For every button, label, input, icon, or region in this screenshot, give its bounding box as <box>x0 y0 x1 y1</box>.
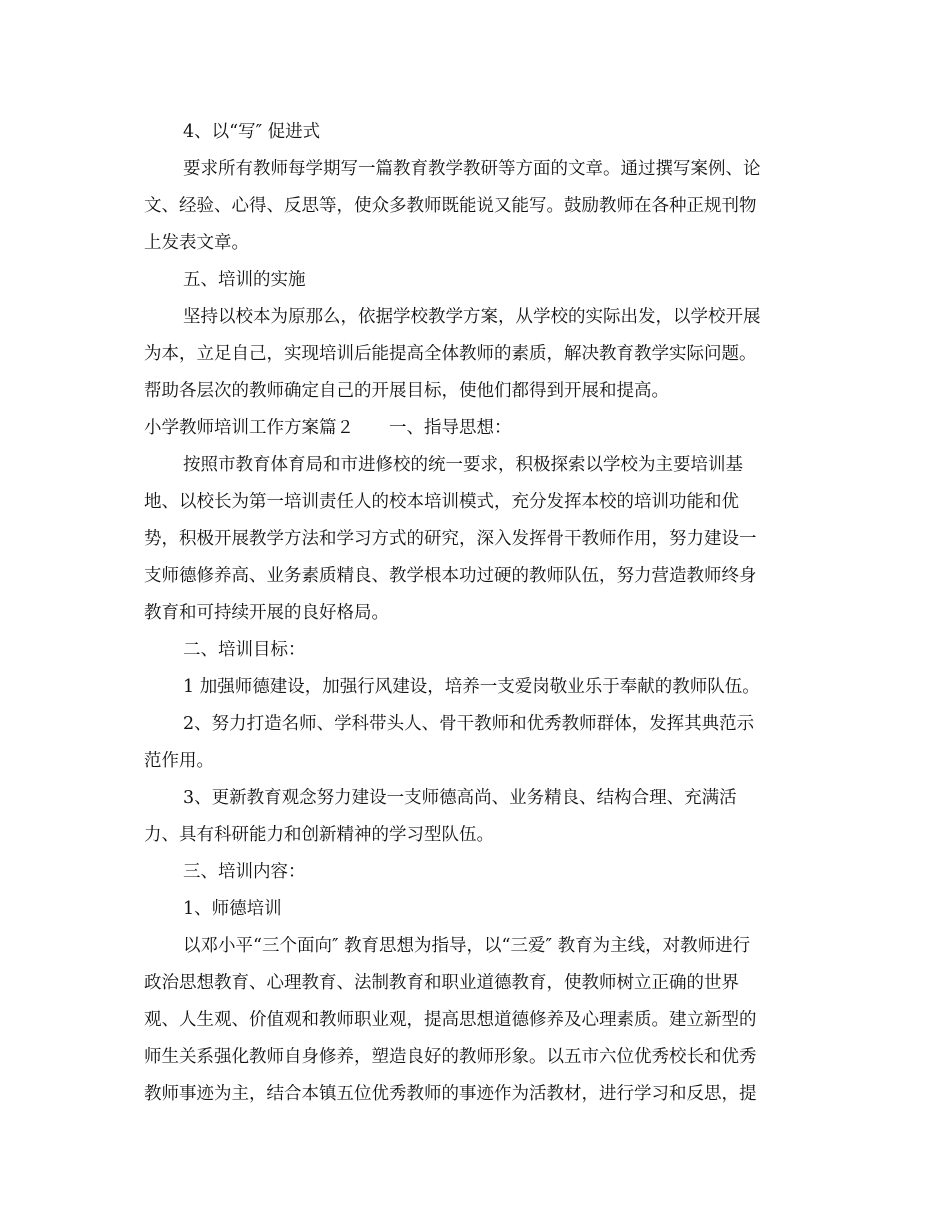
paragraph-line: 要求所有教师每学期写一篇教育教学教研等方面的文章。通过撰写案例、论 <box>183 159 761 179</box>
section-title-plan-2: 小学教师培训工作方案篇２ 一、指导思想： <box>144 418 512 438</box>
paragraph-line: 观、人生观、价值观和教师职业观，提高思想道德修养及心理素质。建立新型的 <box>144 1010 757 1030</box>
paragraph-line: 坚持以校本为原那么，依据学校教学方案，从学校的实际出发，以学校开展 <box>183 307 761 327</box>
paragraph-line: 以邓小平“三个面向″ 教育思想为指导，以“三爱″ 教育为主线，对教师进行 <box>183 936 751 956</box>
paragraph-line: 力、具有科研能力和创新精神的学习型队伍。 <box>144 825 494 845</box>
paragraph-line: 为本，立足自己，实现培训后能提高全体教师的素质，解决教育教学实际问题。 <box>144 344 757 364</box>
heading-training-goals: 二、培训目标： <box>183 640 306 660</box>
paragraph-line: 文、经验、心得、反思等，使众多教师既能说又能写。鼓励教师在各种正规刊物 <box>144 196 757 216</box>
heading-ethics-training: 1、师德培训 <box>183 899 282 919</box>
paragraph-line: 教育和可持续开展的良好格局。 <box>144 603 389 623</box>
paragraph-line: 地、以校长为第一培训责任人的校本培训模式，充分发挥本校的培训功能和优 <box>144 492 739 512</box>
heading-training-content: 三、培训内容： <box>183 862 306 882</box>
paragraph-line: 上发表文章。 <box>144 233 249 253</box>
paragraph-line: 范作用。 <box>144 751 214 771</box>
paragraph-line: 支师德修养高、业务素质精良、教学根本功过硬的教师队伍，努力营造教师终身 <box>144 566 757 586</box>
paragraph-line: 势，积极开展教学方法和学习方式的研究，深入发挥骨干教师作用，努力建设一 <box>144 529 757 549</box>
paragraph-line: 按照市教育体育局和市进修校的统一要求，积极探索以学校为主要培训基 <box>183 455 743 475</box>
heading-implementation: 五、培训的实施 <box>183 270 306 290</box>
paragraph-line: 帮助各层次的教师确定自己的开展目标，使他们都得到开展和提高。 <box>144 381 669 401</box>
paragraph-line: 师生关系强化教师自身修养，塑造良好的教师形象。以五市六位优秀校长和优秀 <box>144 1047 757 1067</box>
heading-write-promotion: 4、以“写″ 促进式 <box>183 122 321 142</box>
paragraph-line: 3、更新教育观念努力建设一支师德高尚、业务精良、结构合理、充满活 <box>183 788 737 808</box>
paragraph-line: 政治思想教育、心理教育、法制教育和职业道德教育，使教师树立正确的世界 <box>144 973 739 993</box>
paragraph-line: 教师事迹为主，结合本镇五位优秀教师的事迹作为活教材，进行学习和反思，提 <box>144 1084 757 1104</box>
paragraph-line: 2、努力打造名师、学科带头人、骨干教师和优秀教师群体，发挥其典范示 <box>183 714 755 734</box>
paragraph-line: 1 加强师德建设，加强行风建设，培养一支爱岗敬业乐于奉献的教师队伍。 <box>183 677 760 697</box>
